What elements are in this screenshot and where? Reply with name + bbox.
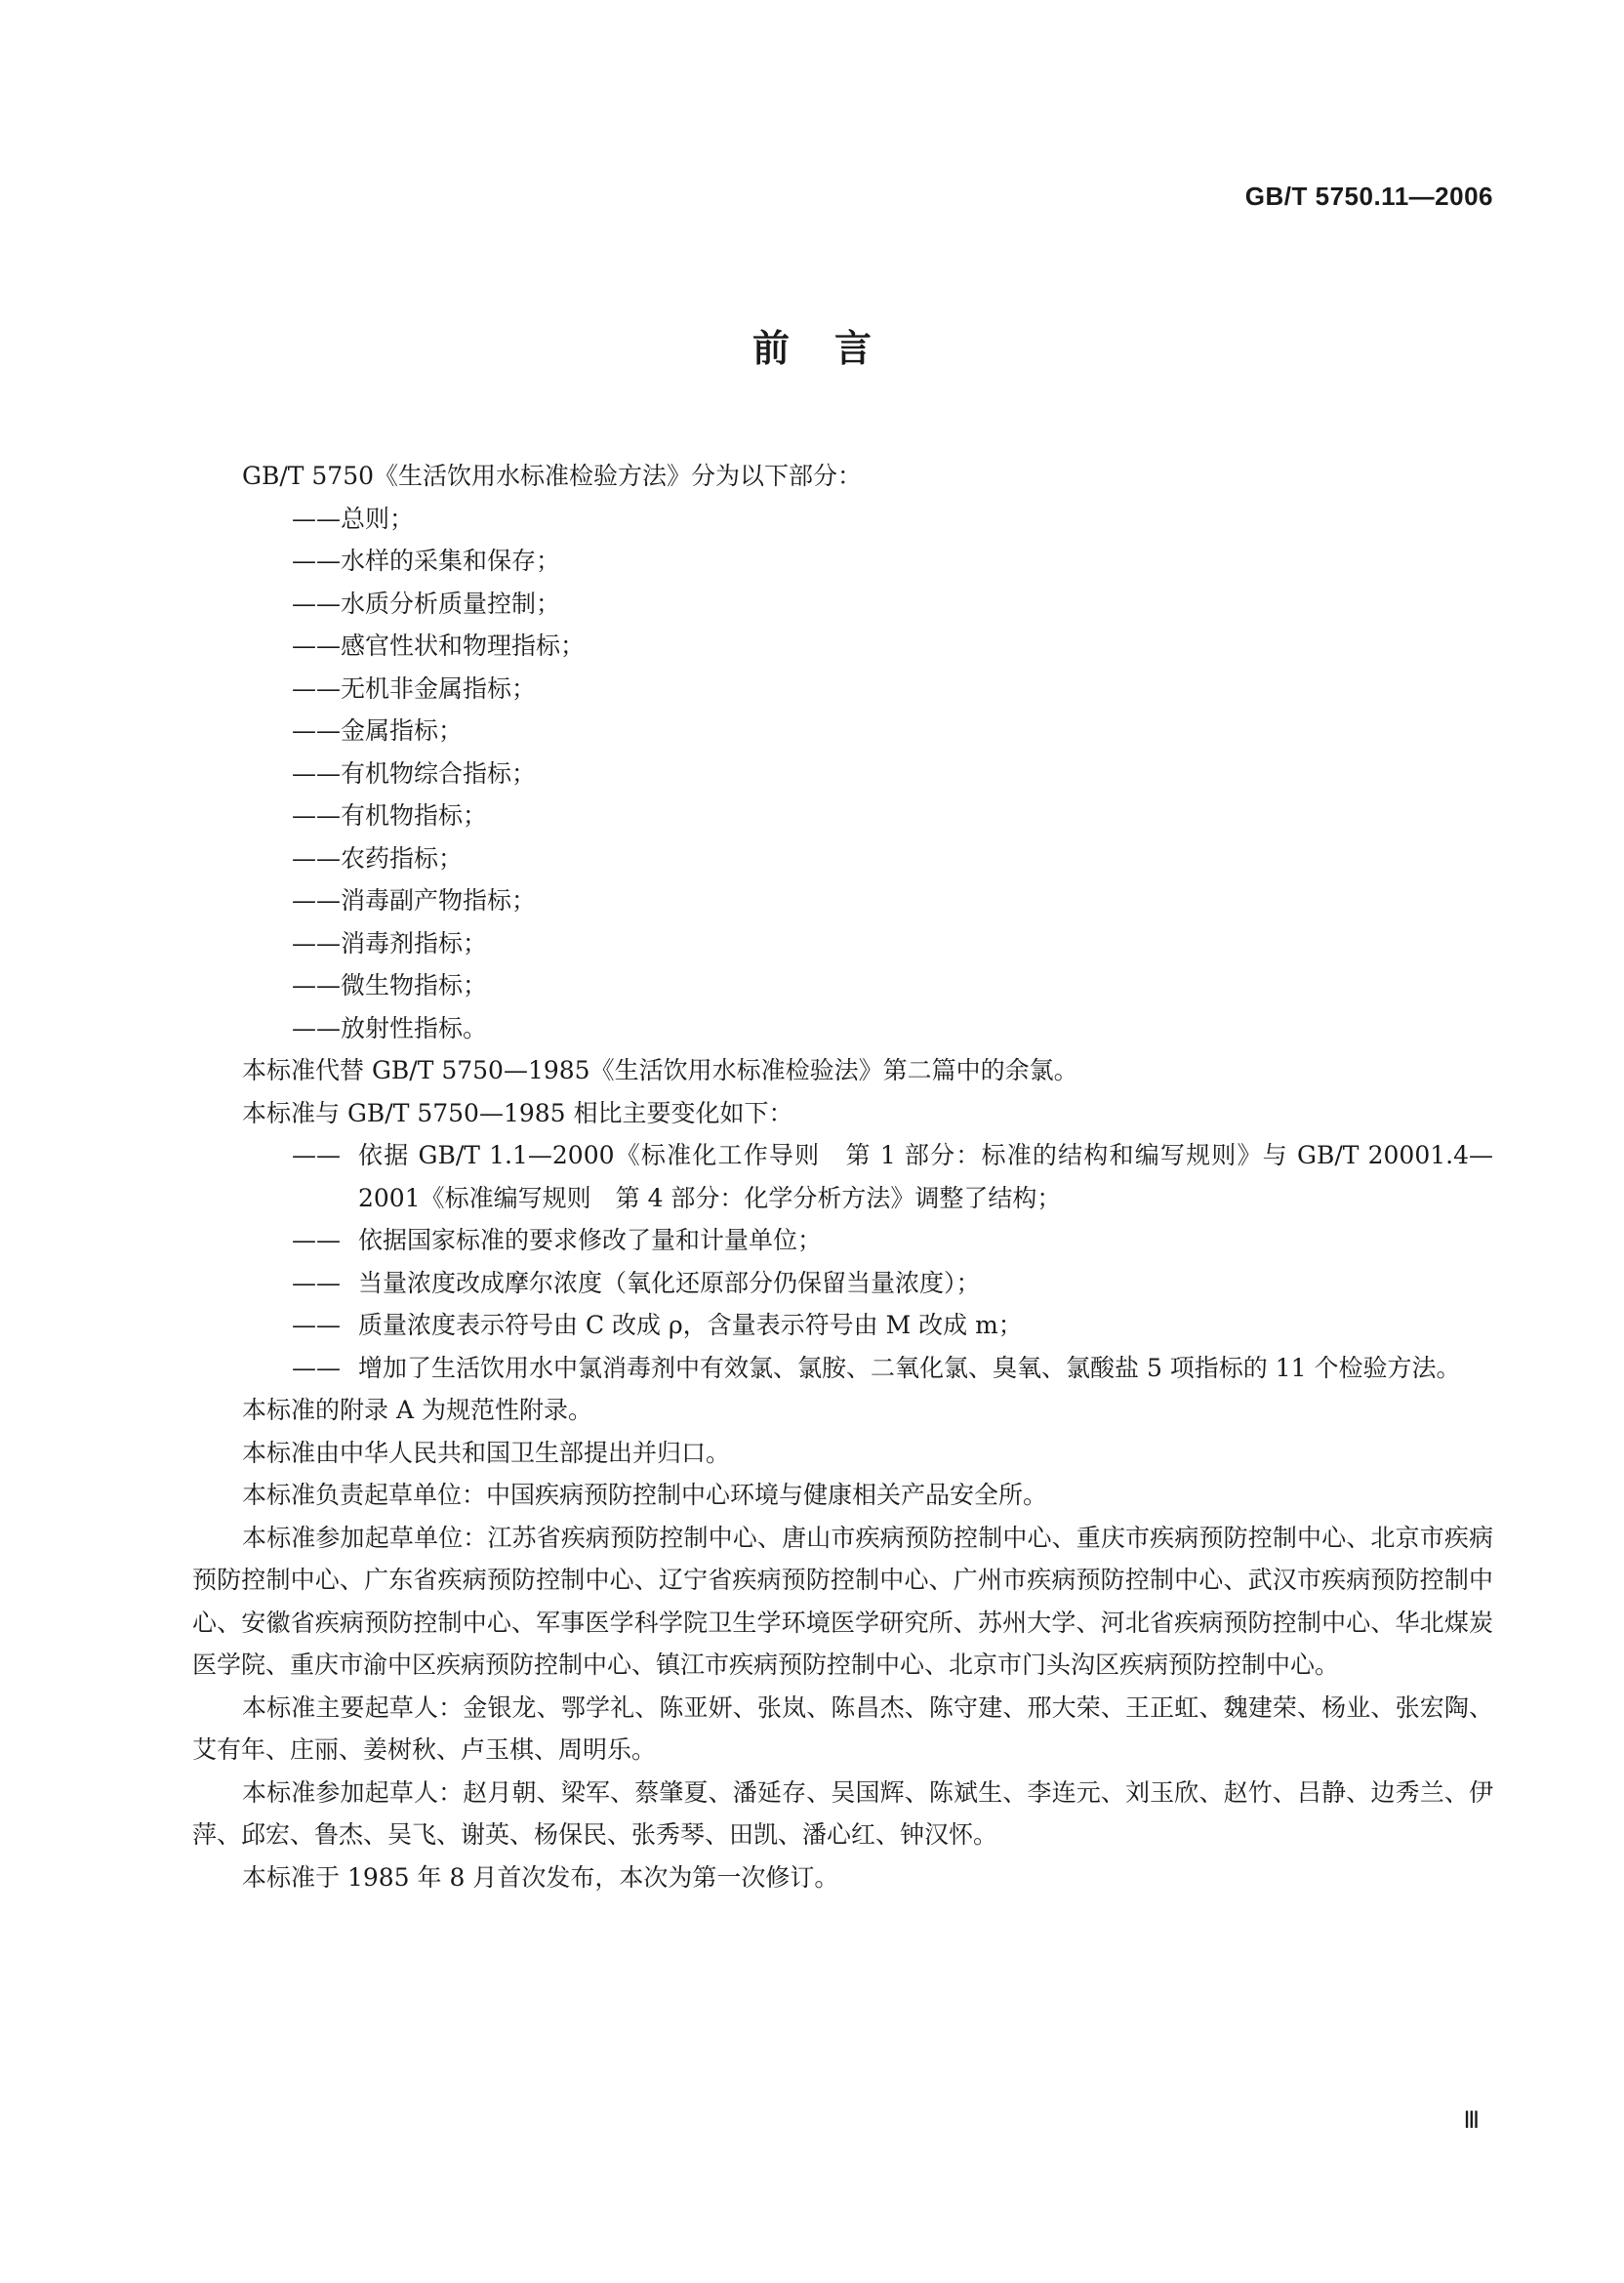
dash-marker: ——	[292, 1226, 341, 1254]
page-number: Ⅲ	[1463, 2108, 1480, 2134]
list-item	[292, 1347, 1493, 1390]
proposer-statement: 本标准由中华人民共和国卫生部提出并归口。	[242, 1438, 731, 1467]
dash-marker: ——	[292, 1268, 341, 1297]
list-item: ——农药指标；	[292, 843, 464, 873]
document-body	[192, 455, 1493, 1898]
list-item	[292, 1262, 1493, 1305]
list-item: ——有机物综合指标；	[292, 758, 537, 788]
list-item: ——水样的采集和保存；	[292, 547, 561, 575]
list-item: ——总则；	[292, 504, 415, 533]
dash-marker: ——	[292, 1311, 341, 1339]
main-drafters: 本标准主要起草人：金银龙、鄂学礼、陈亚妍、张岚、陈昌杰、陈守建、邢大荣、王正虹、魏建荣、杨业、张宏陶、艾有年、庄丽、姜树秋、卢玉棋、周明乐。	[192, 1692, 1493, 1764]
dash-marker: ——	[292, 1353, 341, 1382]
responsible-unit: 本标准负责起草单位：中国疾病预防控制中心环境与健康相关产品安全所。	[242, 1481, 1048, 1509]
list-item	[292, 1304, 1493, 1347]
standard-number: GB/T 5750.11—2006	[1244, 182, 1493, 211]
list-item: ——无机非金属指标；	[292, 673, 537, 703]
list-item: ——微生物指标；	[292, 971, 488, 999]
changes-list	[242, 1134, 1493, 1389]
parts-list	[242, 498, 1493, 1050]
list-item: ——消毒剂指标；	[292, 928, 488, 958]
list-item	[292, 1219, 1493, 1262]
page-title: 前言	[751, 327, 916, 370]
change-text: 增加了生活饮用水中氯消毒剂中有效氯、氯胺、二氧化氯、臭氧、氯酸盐 5 项指标的 11 个检验方法。	[358, 1353, 1461, 1382]
participating-drafters: 本标准参加起草人：赵月朝、梁军、蔡肇夏、潘延存、吴国辉、陈斌生、李连元、刘玉欣、赵竹、吕静、边秀兰、伊萍、邱宏、鲁杰、吴飞、谢英、杨保民、张秀琴、田凯、潘心红、钟汉怀。	[192, 1777, 1493, 1849]
change-text: 依据 GB/T 1.1—2000《标准化工作导则 第 1 部分：标准的结构和编写规则》与 GB/T 20001.4—2001《标准编写规则 第 4 部分：化学分析方法》调整了结构；	[358, 1141, 1493, 1212]
annex-statement: 本标准的附录 A 为规范性附录。	[242, 1396, 592, 1424]
list-item: ——消毒副产物指标；	[292, 886, 537, 915]
change-text: 依据国家标准的要求修改了量和计量单位；	[358, 1226, 823, 1254]
list-item	[292, 1134, 1493, 1219]
list-item: ——放射性指标。	[292, 1013, 488, 1042]
list-item: ——金属指标；	[292, 716, 464, 745]
list-item: ——有机物指标；	[292, 801, 488, 830]
change-text: 质量浓度表示符号由 C 改成 ρ，含量表示符号由 M 改成 m；	[358, 1311, 1023, 1339]
participating-units: 本标准参加起草单位：江苏省疾病预防控制中心、唐山市疾病预防控制中心、重庆市疾病预防控制中心、北京市疾病预防控制中心、广东省疾病预防控制中心、辽宁省疾病预防控制中心、广州市疾病预防控制中心、武汉市疾病预防控制中心、安徽省疾病预防控制中心、军事医学科学院卫生学环境医学研究所、苏州大学、河北省疾病预防控制中心、华北煤炭医学院、重庆市渝中区疾病预防控制中心、镇江市疾病预防控制中心、北京市门头沟区疾病预防控制中心。	[192, 1523, 1493, 1679]
list-item: ——水质分析质量控制；	[292, 589, 561, 618]
changes-intro: 本标准与 GB/T 5750—1985 相比主要变化如下：	[242, 1098, 793, 1127]
replace-statement: 本标准代替 GB/T 5750—1985《生活饮用水标准检验法》第二篇中的余氯。	[242, 1056, 1078, 1084]
intro-paragraph: GB/T 5750《生活饮用水标准检验方法》分为以下部分：	[242, 462, 863, 490]
list-item: ——感官性状和物理指标；	[292, 632, 586, 660]
publication-history: 本标准于 1985 年 8 月首次发布，本次为第一次修订。	[242, 1862, 839, 1892]
dash-marker: ——	[292, 1141, 341, 1169]
change-text: 当量浓度改成摩尔浓度（氧化还原部分仍保留当量浓度）；	[358, 1268, 981, 1297]
